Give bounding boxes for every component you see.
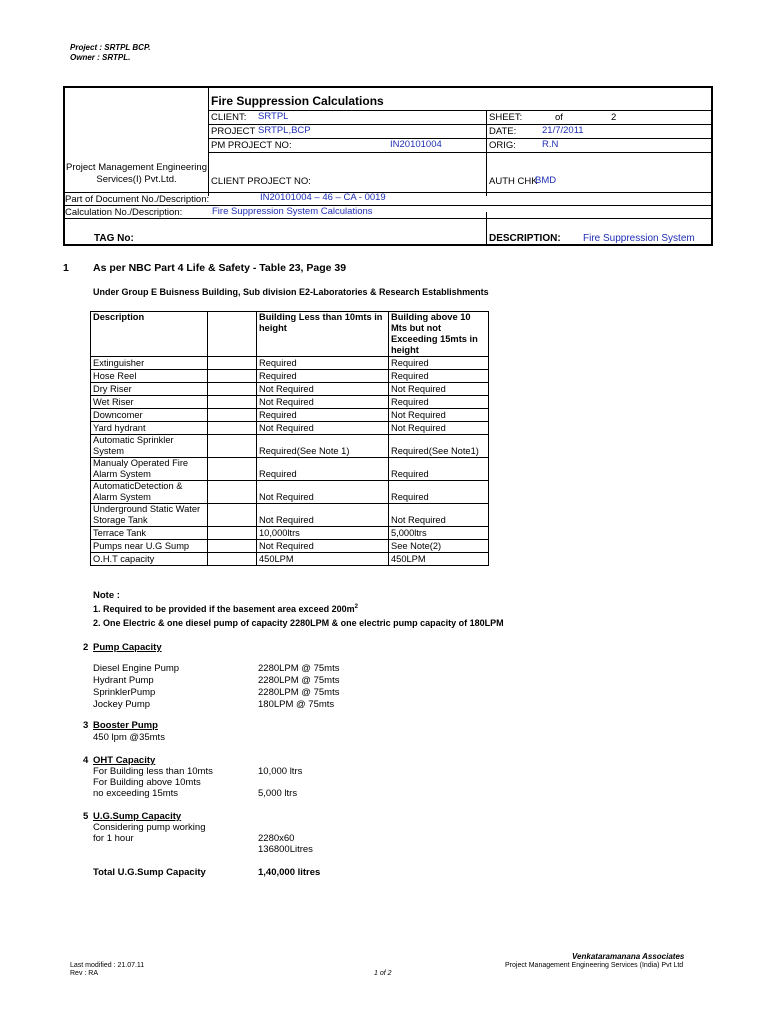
page-title: Fire Suppression Calculations [211,94,384,108]
section2-title: Pump Capacity [93,642,162,653]
oht-value-1: 10,000 ltrs [258,766,303,777]
table-header-cell [208,312,257,357]
table-cell: AutomaticDetection & Alarm System [91,481,208,504]
sheet-total: 2 [611,112,617,123]
auth-label: AUTH CHK [489,176,538,187]
note-2: 2. One Electric & one diesel pump of capacity 2280LPM & one electric pump capacity of 180LPM [93,618,504,628]
table-header-row [91,312,489,357]
company-line2: Services(I) Pvt.Ltd. [96,174,177,185]
table-cell: Required [257,370,389,383]
table-row [91,383,489,396]
table-cell-empty [208,540,257,553]
table-cell: 10,000ltrs [257,527,389,540]
table-cell: Terrace Tank [91,527,208,540]
section2-number: 2 [83,642,89,653]
table-cell: See Note(2) [389,540,489,553]
client-label: CLIENT: [211,112,247,123]
table-cell: Downcomer [91,409,208,422]
table-cell: 450LPM [257,553,389,566]
table-cell-empty [208,396,257,409]
project-value: SRTPL,BCP [258,125,311,136]
table-header-cell: Building Less than 10mts in height [257,312,389,357]
pump-label: Hydrant Pump [93,675,154,686]
oht-value-3: 5,000 ltrs [258,788,298,799]
table-cell: Not Required [257,422,389,435]
footer-last-modified: Last modified : 21.07.11 [70,962,145,969]
footer-revision: Rev : RA [70,970,99,977]
table-row [91,422,489,435]
table-cell: Required [389,370,489,383]
note-1-text: 1. Required to be provided if the basement area exceed 200m [93,604,355,614]
section1-number: 1 [63,262,69,274]
table-cell-empty [208,370,257,383]
table-cell-empty [208,553,257,566]
description-label: DESCRIPTION: [489,233,561,244]
date-value: 21/7/2011 [542,125,584,136]
section4-title: OHT Capacity [93,755,156,766]
pump-value: 180LPM @ 75mts [258,699,335,710]
footer-company: Venkataramanana Associates [572,952,685,961]
booster-pump-value: 450 lpm @35mts [93,732,165,743]
doc-value: IN20101004 – 46 – CA - 0019 [260,192,386,203]
oht-line-1: For Building less than 10mts [93,766,213,777]
sheet-label: SHEET: [489,112,523,123]
table-cell: Not Required [257,383,389,396]
nbc-requirements-table [90,311,489,566]
table-row [91,357,489,370]
table-row [91,540,489,553]
table-cell: Underground Static Water Storage Tank [91,504,208,527]
table-cell-empty [208,527,257,540]
table-cell: Required [257,357,389,370]
sump-value-2: 2280x60 [258,833,295,844]
table-cell-empty [208,409,257,422]
table-cell: Manualy Operated Fire Alarm System [91,458,208,481]
table-cell: Not Required [389,383,489,396]
sheet-of: of [555,112,563,123]
table-cell-empty [208,458,257,481]
sump-line-1: Considering pump working [93,822,206,833]
table-header-cell: Description [91,312,208,357]
calc-value: Fire Suppression System Calculations [212,206,373,217]
table-cell: Required [389,357,489,370]
footer-page-number: 1 of 2 [374,970,392,977]
pump-value: 2280LPM @ 75mts [258,675,340,686]
sump-line-2: for 1 hour [93,833,134,844]
table-cell: Hose Reel [91,370,208,383]
description-value: Fire Suppression System [583,233,695,244]
oht-line-3: no exceeding 15mts [93,788,179,799]
oht-line-2: For Building above 10mts [93,777,201,788]
table-cell: Not Required [257,396,389,409]
table-cell: Required [389,396,489,409]
company-line1: Project Management Engineering [65,162,207,173]
date-label: DATE: [489,126,517,137]
table-cell: 450LPM [389,553,489,566]
table-cell: Required [257,409,389,422]
table-row [91,458,489,481]
table-row [91,527,489,540]
section3-number: 3 [83,720,89,731]
auth-value: BMD [535,175,557,186]
owner-caption: Owner : SRTPL. [70,53,131,62]
table-row [91,481,489,504]
section1-subheading: Under Group E Buisness Building, Sub division E2-Laboratories & Research Establishments [93,287,489,297]
section1-heading: As per NBC Part 4 Life & Safety - Table 23, Page 39 [93,262,347,274]
pump-label: Diesel Engine Pump [93,663,180,674]
table-cell: Not Required [257,481,389,504]
table-cell: Not Required [389,409,489,422]
table-cell: Automatic Sprinkler System [91,435,208,458]
table-cell: Dry Riser [91,383,208,396]
section4-number: 4 [83,755,89,766]
table-cell: Extinguisher [91,357,208,370]
table-cell: Wet Riser [91,396,208,409]
table-cell: Not Required [257,540,389,553]
doc-label: Part of Document No./Description: [65,194,210,205]
pump-value: 2280LPM @ 75mts [258,663,340,674]
notes-title: Note : [93,590,120,601]
sump-value-3: 136800Litres [258,844,313,855]
tag-label: TAG No: [94,233,134,244]
table-cell-empty [208,357,257,370]
table-cell: 5,000ltrs [389,527,489,540]
table-row [91,504,489,527]
client-value: SRTPL [258,111,289,122]
table-cell: Pumps near U.G Sump [91,540,208,553]
table-cell-empty [208,504,257,527]
table-row [91,553,489,566]
calc-label: Calculation No./Description: [65,207,183,218]
table-cell: Required(See Note 1) [257,435,389,458]
note-1-superscript: 2 [354,604,358,610]
footer-company-sub: Project Management Engineering Services (India) Pvt Ltd [505,962,684,969]
client-project-label: CLIENT PROJECT NO: [211,176,311,187]
table-cell: Required [389,458,489,481]
orig-value: R.N [542,139,559,150]
header-box [63,86,713,246]
section3-title: Booster Pump [93,720,158,731]
table-cell: Not Required [257,504,389,527]
table-cell: Not Required [389,504,489,527]
table-cell-empty [208,422,257,435]
table-row [91,370,489,383]
section5-number: 5 [83,811,89,822]
pump-label: Jockey Pump [93,699,151,710]
project-label: PROJECT [211,126,256,137]
table-cell: Yard hydrant [91,422,208,435]
total-sump-label: Total U.G.Sump Capacity [93,867,206,878]
table-row [91,409,489,422]
pm-value: IN20101004 [390,139,442,150]
pump-label: SprinklerPump [93,687,156,698]
total-sump-value: 1,40,000 litres [258,867,321,878]
table-cell-empty [208,481,257,504]
table-cell: Required [389,481,489,504]
table-header-cell: Building above 10 Mts but not Exceeding 15mts in height [389,312,489,357]
table-cell: Required [257,458,389,481]
project-caption: Project : SRTPL BCP. [70,43,151,52]
note-1 [93,604,358,614]
table-cell-empty [208,435,257,458]
pump-value: 2280LPM @ 75mts [258,687,340,698]
table-cell-empty [208,383,257,396]
orig-label: ORIG: [489,140,516,151]
section5-title: U.G.Sump Capacity [93,811,182,822]
table-cell: Required(See Note1) [389,435,489,458]
pm-label: PM PROJECT NO: [211,140,292,151]
table-cell: Not Required [389,422,489,435]
table-cell: O.H.T capacity [91,553,208,566]
table-row [91,435,489,458]
table-row [91,396,489,409]
